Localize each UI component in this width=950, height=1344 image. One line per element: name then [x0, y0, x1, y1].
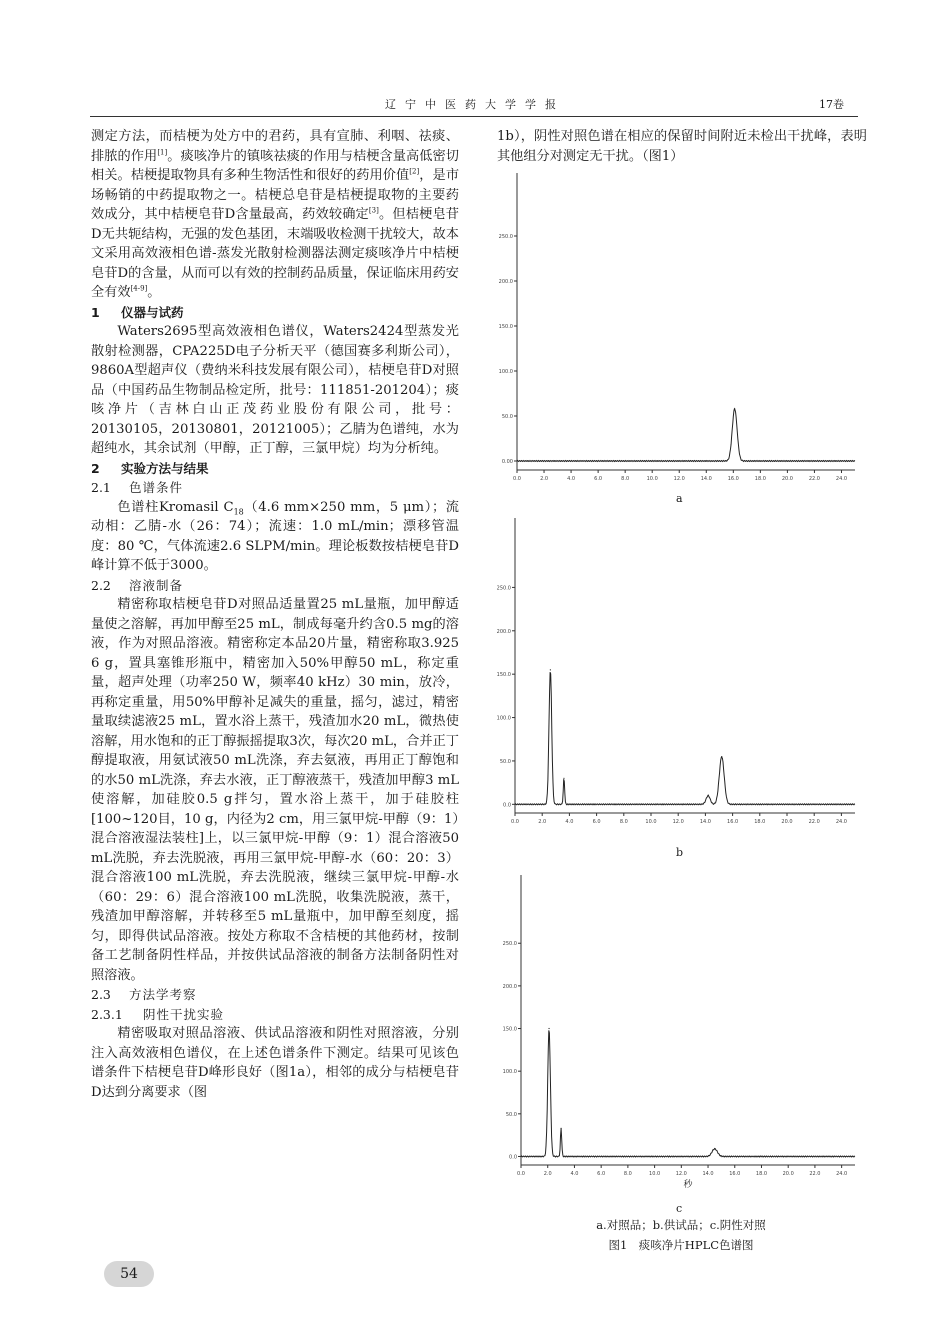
x-tick-label: 14.0 [702, 1171, 714, 1177]
panel-label-b: b [676, 846, 684, 859]
continued-paragraph: 1b），阴性对照色谱在相应的保留时间附近未检出干扰峰，表明其他组分对测定无干扰。（图1） [497, 129, 867, 164]
y-tick-label: 100.0 [496, 715, 511, 722]
chromatogram-b [495, 508, 867, 848]
y-tick-label: 250.0 [496, 585, 511, 592]
chromatogram-trace [515, 672, 855, 805]
y-tick-label: 0.0 [503, 802, 511, 809]
x-tick-label: 8.0 [623, 1171, 632, 1177]
peak-apex [714, 1148, 715, 1149]
y-tick-label: 100.0 [498, 369, 513, 375]
y-tick-label: 150.0 [498, 324, 513, 330]
running-header [90, 96, 858, 117]
x-tick-label: 18.0 [755, 1171, 768, 1177]
peak-apex [563, 778, 564, 779]
x-tick-label: 12.0 [673, 476, 685, 482]
x-tick-label: 6.0 [597, 1171, 606, 1177]
x-tick-label: 2.0 [540, 476, 549, 482]
x-tick-label: 22.0 [809, 1171, 821, 1177]
chromatogram-c [495, 865, 867, 1205]
chromatogram-a [495, 165, 867, 490]
figure-caption-sub: a.对照品；b.供试品；c.阴性对照 [596, 1218, 766, 1232]
y-tick-label: 150.0 [502, 1026, 517, 1033]
x-tick-label: 24.0 [835, 819, 847, 825]
ref-marker: [1] [157, 148, 168, 157]
x-tick-label: 16.0 [727, 476, 739, 482]
x-tick-label: 16.0 [727, 819, 739, 825]
y-tick-label: 250.0 [502, 941, 517, 948]
peak-apex [734, 408, 735, 409]
x-tick-label: 12.0 [675, 1171, 687, 1177]
x-tick-label: 20.0 [781, 819, 793, 825]
peak-apex [721, 756, 722, 757]
peak-apex [708, 795, 709, 796]
section-heading: 1 仪器与试药 [91, 304, 184, 320]
subsection-heading: 2.1 色谱条件 [91, 480, 184, 495]
y-tick-label: 200.0 [496, 628, 511, 635]
chromatogram-trace [521, 1030, 855, 1157]
x-tick-label: 10.0 [646, 476, 658, 482]
y-tick-label: 200.0 [502, 983, 517, 990]
section-paragraph: Waters2695型高效液相色谱仪，Waters2424型蒸发光散射检测器，CPA225D电子分析天平（德国赛多利斯公司），9860A型超声仪（费纳米科技发展有限公司），桔梗皂苷D对照品（中国药品生物制品检定所，批号：111851-201204）；痰咳净片（吉林白山正茂药业股份有限公司，批号：20130105，20130801，20121005）；乙腈为色谱纯，水为超纯水，其余试剂（甲醇，正丁醇，三氯甲烷）均为分析纯。 [91, 324, 459, 456]
x-tick-label: 10.0 [649, 1171, 661, 1177]
page-number: 54 [104, 1261, 154, 1287]
panel-label-a: a [676, 492, 683, 505]
x-tick-label: 22.0 [808, 476, 821, 482]
x-tick-label: 14.0 [700, 476, 712, 482]
peak-apex [550, 669, 551, 670]
x-tick-label: 24.0 [835, 476, 848, 482]
peak-apex [548, 1028, 549, 1029]
x-tick-label: 24.0 [836, 1171, 848, 1177]
y-tick-label: 50.0 [505, 1111, 517, 1118]
left-column [91, 127, 459, 1102]
x-tick-label: 6.0 [592, 819, 601, 825]
section-paragraph: 色谱柱Kromasil $C_{18}(4.6$ mm×250 mm，5 μm）；流动相：乙腈-水（26：74）；流速：1.0 mL/min；漂移管温度：80 ℃，气体流速2.6 SLPM/min。理论板数按桔梗皂苷D峰计算不低于3000。 [91, 499, 459, 573]
x-tick-label: 20.0 [781, 476, 793, 482]
y-tick-label: 250.0 [498, 234, 513, 240]
x-tick-label: 10.0 [645, 819, 657, 825]
x-tick-label: 22.0 [808, 819, 820, 825]
x-tick-label: 4.0 [570, 1171, 579, 1177]
chromatogram-trace [517, 409, 855, 462]
journal-name: 辽宁中医药大学学报 [385, 98, 565, 111]
y-tick-label: 0.00 [501, 459, 513, 465]
x-tick-label: 0.0 [513, 476, 521, 482]
x-tick-label: 4.0 [567, 476, 576, 482]
x-tick-label: 4.0 [565, 819, 574, 825]
x-tick-label: 0.0 [517, 1171, 525, 1177]
x-tick-label: 2.0 [543, 1171, 552, 1177]
y-tick-label: 50.0 [501, 414, 513, 420]
x-axis-label: 秒 [683, 1180, 693, 1190]
ref-marker: [4-9] [130, 284, 148, 293]
ref-marker: [2] [409, 167, 420, 176]
subsection-heading: 2.3 方法学考察 [91, 987, 197, 1002]
section-heading: 2 实验方法与结果 [91, 460, 209, 476]
right-column-text [497, 127, 867, 166]
section-paragraph: 精密吸取对照品溶液、供试品溶液和阴性对照溶液，分别注入高效液相色谱仪，在上述色谱条件下测定。结果可见该色谱条件下桔梗皂苷D峰形良好（图1a），相邻的成分与桔梗皂苷D达到分离要求（图 [91, 1026, 459, 1100]
y-tick-label: 200.0 [498, 279, 513, 285]
x-tick-label: 14.0 [699, 819, 711, 825]
x-tick-label: 8.0 [621, 476, 630, 482]
x-tick-label: 8.0 [619, 819, 628, 825]
x-tick-label: 18.0 [754, 819, 766, 825]
section-paragraph: 精密称取桔梗皂苷D对照品适量置25 mL量瓶，加甲醇适量使之溶解，再加甲醇至25 mL，制成每毫升约含0.5 mg的溶液，作为对照品溶液。精密称定本品20片量，精密称取3.925 6 g，置具塞锥形瓶中，精密加入50%甲醇50 mL，称定重量，超声处理（功率250 W，频率40 kHz）30 min，放冷，再称定重量，用50%甲醇补足减失的重量，摇匀，滤过，精密量取续滤液25 mL，置水浴上蒸干，残渣加水20 mL，微热使溶解，用水饱和的正丁醇振摇提取3次，每次20 mL，合并正丁醇提取液，用氨试液50 mL洗涤，弃去氨液，再用正丁醇饱和的水50 mL洗涤，弃去水液，正丁醇液蒸干，残渣加甲醇3 mL使溶解，加硅胶0.5 g拌匀，置水浴上蒸干，加于硅胶柱[100~120目，10 g，内径为2 cm，用三氯甲烷-甲醇（9：1）混合溶液湿法装柱]上，以三氯甲烷-甲醇（9：1）混合溶液50 mL洗脱，弃去洗脱液，再用三氯甲烷-甲醇-水（60：20：3）混合溶液100 mL洗脱，弃去洗脱液，继续三氯甲烷-甲醇-水（60：29：6）混合溶液100 mL洗脱，收集洗脱液，蒸干，残渣加甲醇溶解，并转移至5 mL量瓶中，加甲醇至刻度，摇匀，即得供试品溶液。按处方称取不含桔梗的其他药材，按制备工艺制备阴性样品，并按供试品溶液的制备方法制备阴性对照溶液。 [91, 597, 459, 983]
x-tick-label: 18.0 [754, 476, 766, 482]
x-tick-label: 2.0 [538, 819, 547, 825]
y-tick-label: 150.0 [496, 672, 511, 679]
figure-caption-title: 图1 痰咳净片HPLC色谱图 [608, 1238, 754, 1252]
x-tick-label: 20.0 [782, 1171, 794, 1177]
y-tick-label: 50.0 [499, 758, 511, 765]
panel-label-c: c [676, 1202, 683, 1215]
subsection-heading: 2.3.1 阴性干扰实验 [91, 1006, 225, 1022]
x-tick-label: 0.0 [511, 819, 519, 825]
peak-apex [560, 1128, 561, 1129]
ref-marker: [3] [368, 206, 379, 215]
intro-paragraph: 测定方法，而桔梗为处方中的君药，具有宣肺、利咽、祛痰、排脓的作用[1]。痰咳净片的镇咳祛痰的作用与桔梗含量高低密切相关。桔梗提取物具有多种生物活性和很好的药用价值[2]，是市场畅销的中药提取物之一。桔梗总皂苷是桔梗提取物的主要药效成分，其中桔梗皂苷D含量最高，药效较确定[3]。但桔梗皂苷D无共轭结构，无强的发色基团，末端吸收检测干扰较大，故本文采用高效液相色谱-蒸发光散射检测器法测定痰咳净片中桔梗皂苷D的含量，从而可以有效的控制药品质量，保证临床用药安全有效[4-9]。 [91, 129, 460, 300]
subsection-heading: 2.2 溶液制备 [91, 577, 184, 593]
volume-label: 17卷 [819, 98, 844, 111]
x-tick-label: 16.0 [729, 1171, 741, 1177]
y-tick-label: 0.0 [509, 1154, 517, 1161]
x-tick-label: 6.0 [594, 476, 603, 482]
y-tick-label: 100.0 [502, 1069, 517, 1076]
x-tick-label: 12.0 [672, 819, 684, 825]
